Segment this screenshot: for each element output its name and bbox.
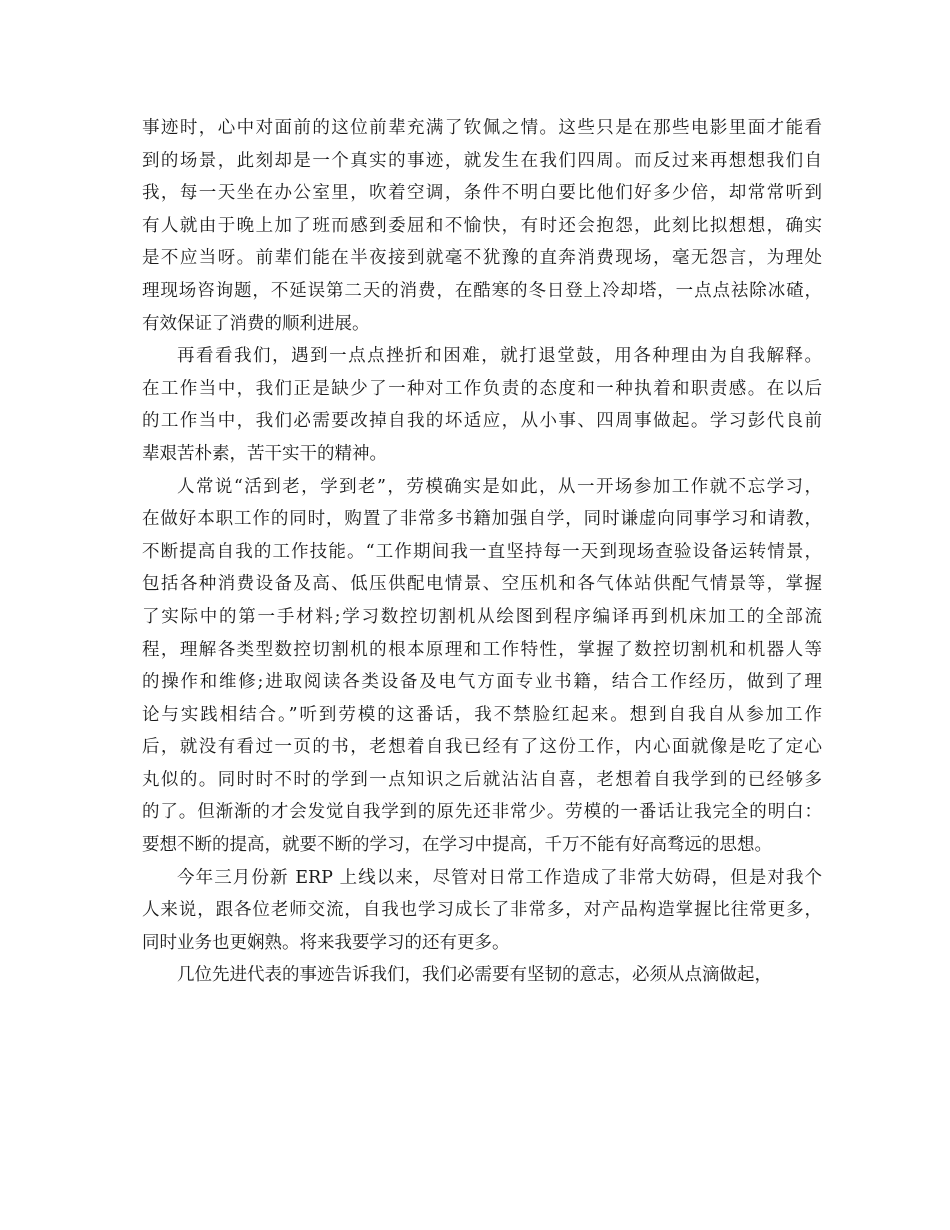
text-line: 程，理解各类型数控切割机的根本原理和工作特性，掌握了数控切割机和机器人等 <box>142 639 822 660</box>
text-line: 理现场咨询题，不延误第二天的消费，在酷寒的冬日登上冷却塔，一点点祛除冰碴， <box>142 280 822 301</box>
text-line: 到的场景，此刻却是一个真实的事迹，就发生在我们四周。而反过来再想想我们自 <box>142 150 822 171</box>
paragraph <box>142 471 822 862</box>
text-line: 再看看我们，遇到一点点挫折和困难，就打退堂鼓，用各种理由为自我解释。 <box>177 346 822 367</box>
text-line: 后，就没有看过一页的书，老想着自我已经有了这份工作，内心面就像是吃了定心 <box>142 737 822 758</box>
text-line: 的了。但渐渐的才会发觉自我学到的原先还非常少。劳模的一番话让我完全的明白： <box>142 802 822 823</box>
text-line: 同时业务也更娴熟。将来我要学习的还有更多。 <box>142 932 510 953</box>
text-line: 在做好本职工作的同时，购置了非常多书籍加强自学，同时谦虚向同事学习和请教， <box>142 509 822 530</box>
text-line: 要想不断的提高，就要不断的学习，在学习中提高，千万不能有好高骛远的思想。 <box>142 835 772 856</box>
text-line: 是不应当呀。前辈们能在半夜接到就毫不犹豫的直奔消费现场，毫无怨言，为理处 <box>142 248 822 269</box>
text-line: 辈艰苦朴素，苦干实干的精神。 <box>142 443 387 464</box>
text-line: 我，每一天坐在办公室里，吹着空调，条件不明白要比他们好多少倍，却常常听到 <box>142 183 822 204</box>
text-line: 了实际中的第一手材料;学习数控切割机从绘图到程序编译再到机床加工的全部流 <box>142 606 822 627</box>
paragraph <box>142 959 822 992</box>
text-line: 事迹时，心中对面前的这位前辈充满了钦佩之情。这些只是在那些电影里面才能看 <box>142 118 822 138</box>
text-line: 今年三月份新 ERP 上线以来，尽管对日常工作造成了非常大妨碍，但是对我个 <box>177 867 822 888</box>
text-line: 的操作和维修;进取阅读各类设备及电气方面专业书籍，结合工作经历，做到了理 <box>142 672 822 693</box>
paragraph <box>142 112 822 340</box>
text-line: 在工作当中，我们正是缺少了一种对工作负责的态度和一种执着和职责感。在以后 <box>142 378 822 399</box>
text-line: 丸似的。同时时不时的学到一点知识之后就沾沾自喜，老想着自我学到的已经够多 <box>142 769 822 790</box>
paragraph <box>142 340 822 470</box>
text-line: 的工作当中，我们必需要改掉自我的坏适应，从小事、四周事做起。学习彭代良前 <box>142 411 822 432</box>
text-line: 论与实践相结合。”听到劳模的这番话，我不禁脸红起来。想到自我自从参加工作 <box>142 704 822 725</box>
text-line: 几位先进代表的事迹告诉我们，我们必需要有坚韧的意志，必须从点滴做起， <box>177 965 772 986</box>
text-line: 有人就由于晚上加了班而感到委屈和不愉快，有时还会抱怨，此刻比拟想想，确实 <box>142 215 822 236</box>
text-line: 人常说“活到老，学到老”，劳模确实是如此，从一开场参加工作就不忘学习， <box>177 476 822 497</box>
text-line: 不断提高自我的工作技能。“工作期间我一直坚持每一天到现场查验设备运转情景， <box>142 541 822 562</box>
text-line: 包括各种消费设备及高、低压供配电情景、空压机和各气体站供配气情景等，掌握 <box>142 574 822 595</box>
paragraph <box>142 862 822 960</box>
document-body <box>142 112 822 992</box>
text-line: 有效保证了消费的顺利进展。 <box>142 313 370 334</box>
text-line: 人来说，跟各位老师交流，自我也学习成长了非常多，对产品构造掌握比往常更多， <box>142 900 822 921</box>
